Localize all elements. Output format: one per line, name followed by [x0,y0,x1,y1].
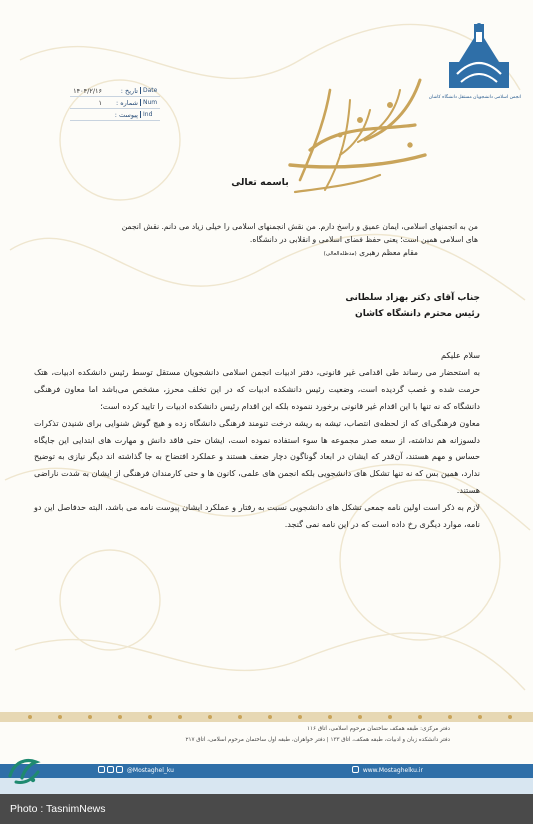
footer-edge [0,778,533,794]
meta-num-label-en: Num [140,99,160,106]
footer-line-2: دفتر دانشکده زبان و ادبیات، طبقه همکف، اتاق ۱۳۳ | دفتر خواهران، طبقه اول ساختمان مرحوم اسلامی، اتاق ۲۱۷ [185,737,450,743]
meta-date-label: تاریخ : [120,86,138,95]
footer-line-1: دفتر مرکزی: طبقه همکف ساختمان مرحوم اسلامی، اتاق ۱۱۶ [307,726,450,732]
meta-num-value: ۱ [98,98,102,107]
footer-social-handle[interactable]: @Mostaghel_ku [126,767,174,774]
footer-website-url[interactable]: www.Mostaghelku.ir [362,767,423,774]
instagram-icon [98,766,105,773]
letter-meta [70,85,160,121]
body-paragraph-2: معاون فرهنگی‌ای که از لحظه‌ی انتصاب، تیشه به ریشه درخت تنومند فرهنگی دانشگاه زده و هیچ گوش شنوایی برای شنیدن تذکرات دلسوزانه هم نداشته، از سعه صدر مجموعه ها سوء استفاده نموده است، ایشان حتی فاقد دانش و مهارت های ابتدایی این جایگاه حساس و مهم هستند، آن‌قدر که ایشان در ابعاد گوناگون دچار ضعف هستند و عملکرد افتضاح به جا گذاشته اند دیگر نیازی به توضیح ندارد، همین بس که نه تنها تشکل های دانشجویی بلکه انجمن های علمی، کانون ها و حتی کارمندان فرهنگی از ایشان به شدت ناراضی هستند. [34,417,480,496]
photo-credit-bar [0,794,533,824]
quote-line-1: من به انجمنهای اسلامی، ایمان عمیق و راسخ دارم. من نقش انجمنهای اسلامی را خیلی زیاد می دانم. نقش انجمن [121,222,478,231]
meta-ind [70,109,160,121]
footer-address [150,724,450,746]
footer-contact-bar [0,764,533,778]
logo-caption: انجمن اسلامی دانشجویان مستقل دانشگاه کاشان [428,95,521,100]
meta-ind-label-en: Ind [140,111,160,118]
meta-date [70,85,160,97]
meta-date-value: ۱۴۰۴/۲/۱۶ [73,86,102,95]
quote-author-line [38,246,418,261]
eitaa-icon [116,766,123,773]
telegram-icon [107,766,114,773]
meta-num-label: شماره : [116,98,138,107]
quote-author-suffix: (مدظله‌العالی) [323,251,357,257]
quote-line-2: های اسلامی همین است؛ یعنی حفظ فضای اسلامی و انقلابی در دانشگاه. [249,235,478,244]
photo-credit: Photo : TasnimNews [10,803,106,815]
body-paragraph-3: لازم به ذکر است اولین نامه جمعی تشکل های دانشجویی نسبت به رفتار و عملکرد ایشان پیوست نامه می باشد، البته حدفاصل این دو نامه، موارد دیگری رخ داده است که در این نامه نمی گنجد. [34,502,480,530]
meta-num [70,97,160,109]
greeting: سلام علیکم [440,350,480,360]
meta-ind-label: پیوست : [114,110,138,119]
footer-website [352,766,423,774]
body-paragraph-1: به استحضار می رساند طی اقدامی غیر قانونی، دفتر ادبیات انجمن اسلامی دانشجویان مستقل توسط رئیس دانشکده ادبیات، هتک حرمت شده و غصب گردیده است، وضعیت رئیس دانشکده ادبیات که در این تخلف محرز، مشخص می‌باشد اما معاون فرهنگی دانشگاه که نه تنها با این اقدام غیر قانونی برخورد ننموده بلکه این اقدام رئیس دانشکده ادبیات را تایید کرده است؛ [34,366,480,411]
addressee-title: رئیس محترم دانشگاه کاشان [355,309,480,319]
tasnim-logo-icon [6,754,44,788]
letter-body [34,347,480,533]
meta-date-label-en: Date [140,87,160,94]
footer-social [98,766,174,774]
leader-quote [38,220,478,261]
footer-ornament-band [0,712,533,722]
university-logo-icon [439,22,519,94]
addressee-name: جناب آقای دکتر بهزاد سلطانی [345,293,480,303]
globe-icon [352,766,359,773]
bismillah-heading: باسمه تعالی [231,177,289,188]
quote-author: مقام معظم رهبری [359,248,418,257]
addressee [150,290,480,322]
